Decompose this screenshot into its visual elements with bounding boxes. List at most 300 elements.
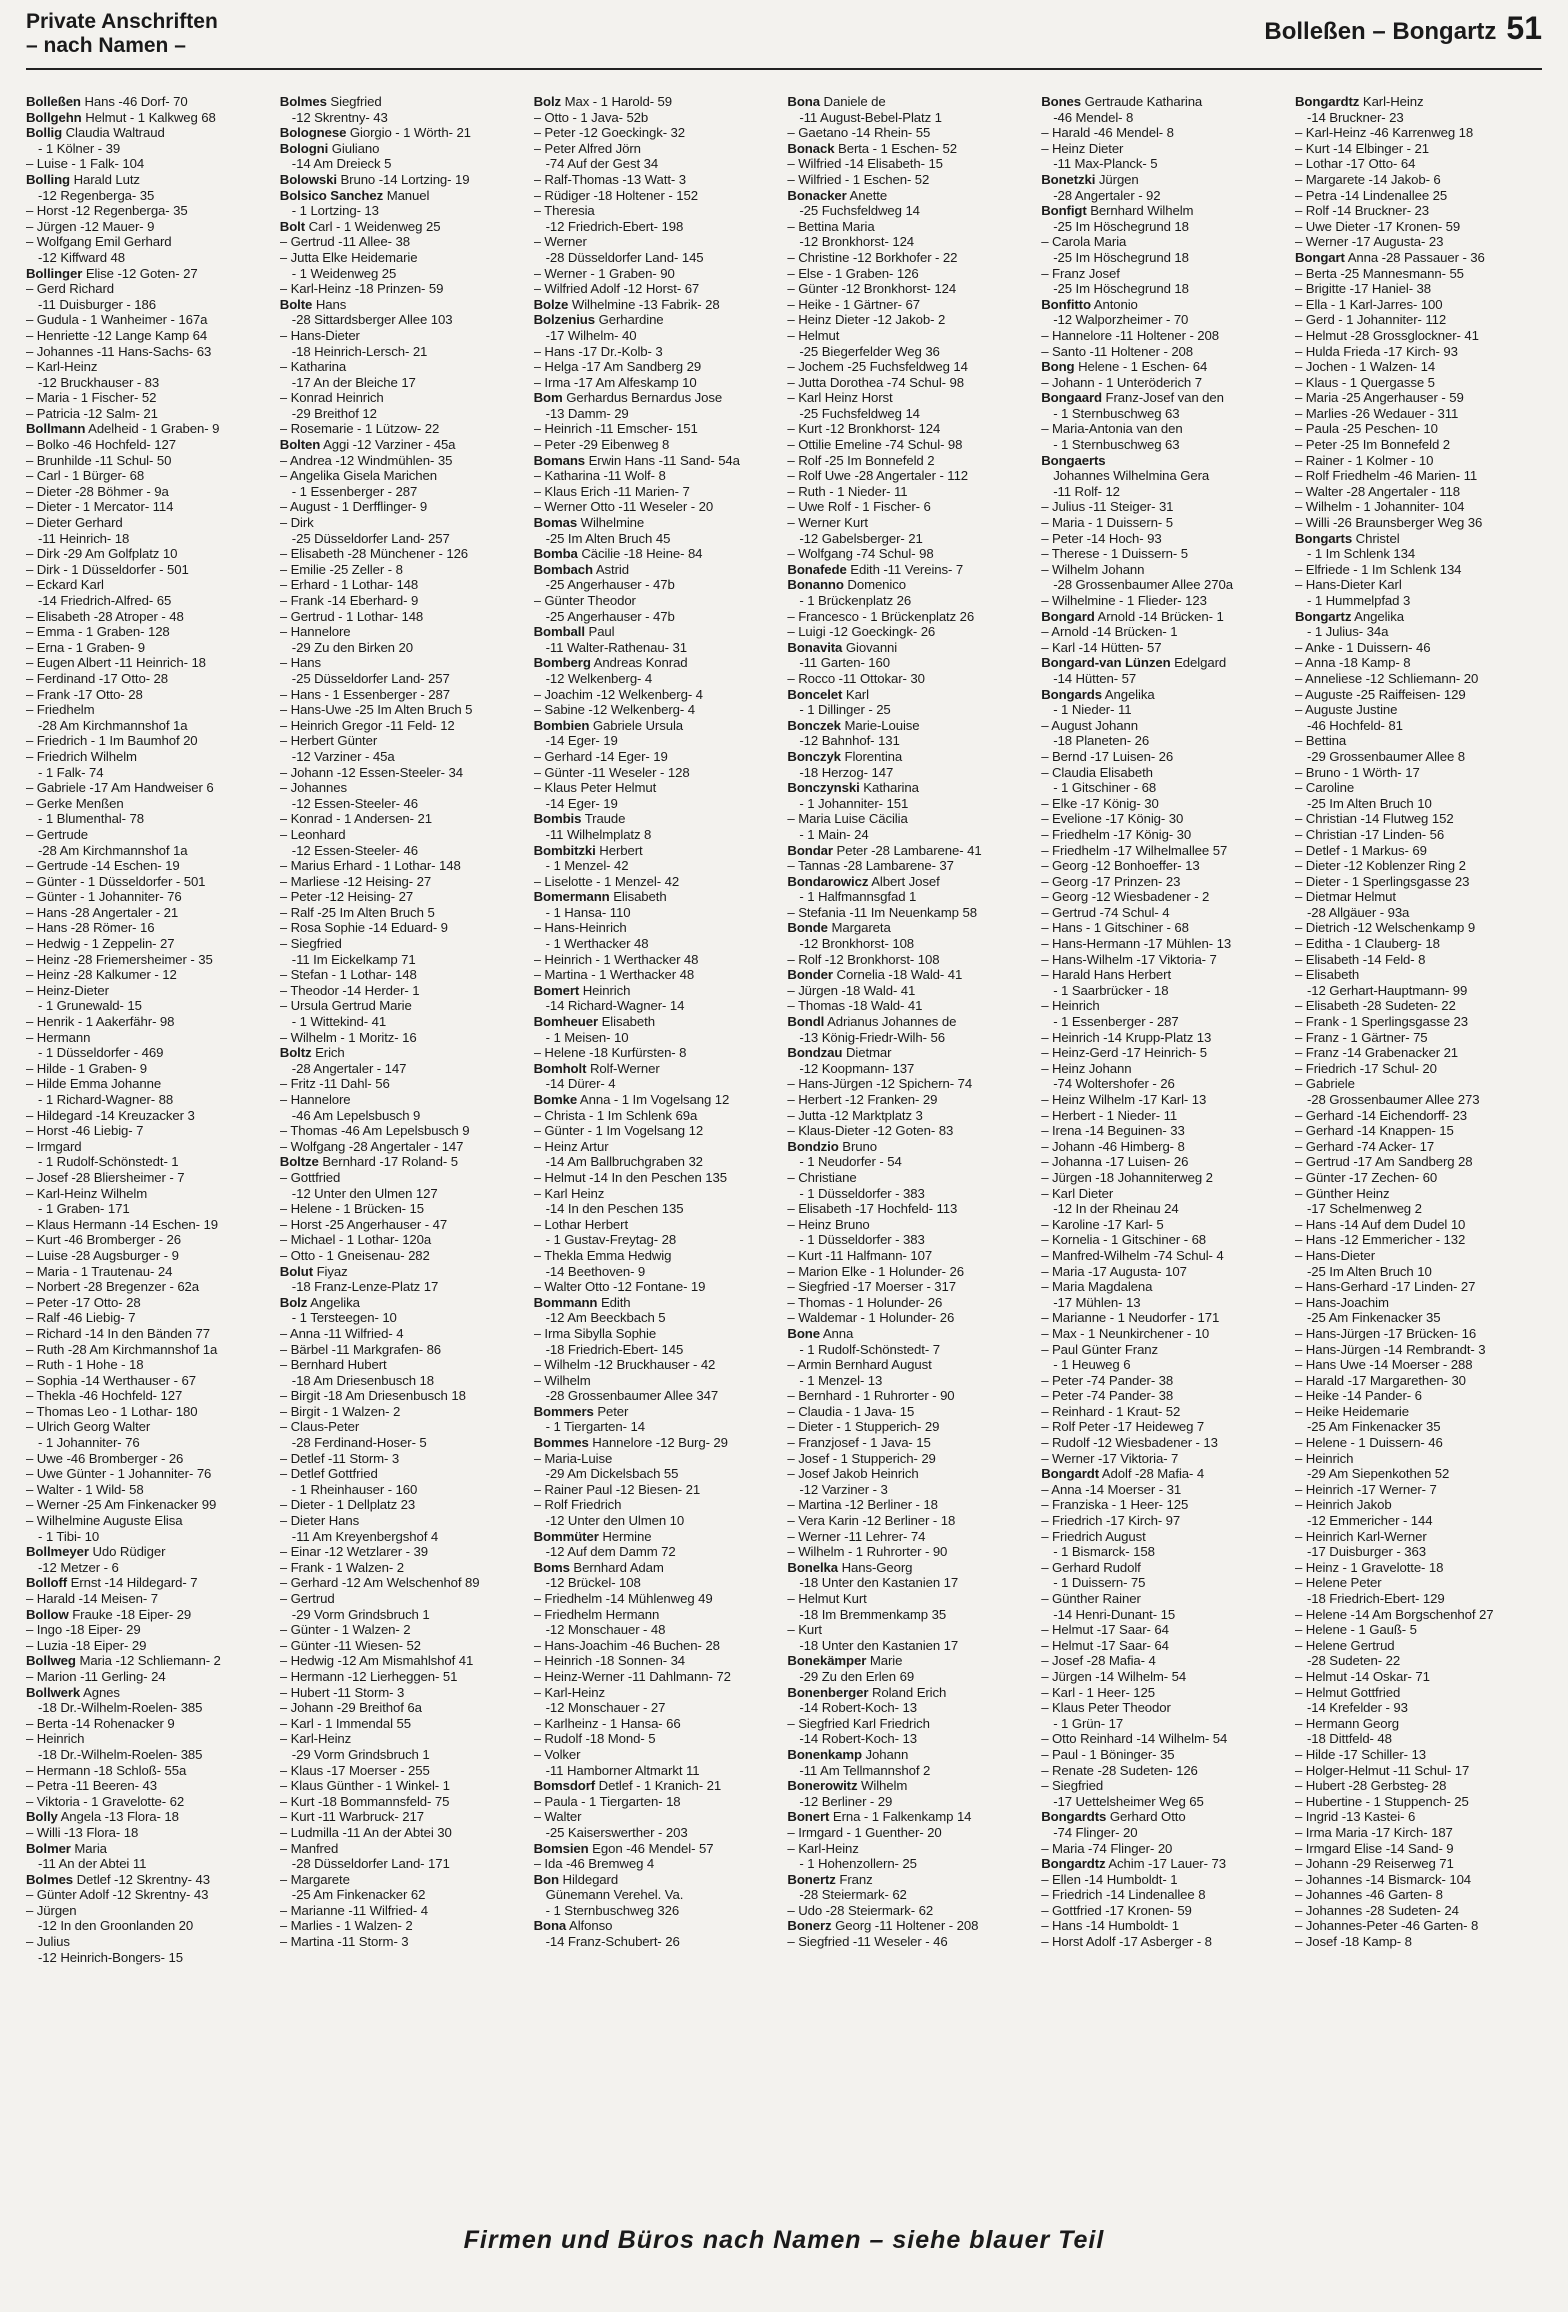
entry-text: -25 Am Finkenacker 35	[1306, 1419, 1441, 1435]
entry-text: -28 Allgäuer - 93a	[1306, 904, 1410, 920]
surname: Bomert	[533, 982, 580, 998]
directory-entry	[1295, 577, 1542, 593]
directory-entry	[26, 983, 273, 999]
surname: Bollow	[26, 1606, 69, 1622]
entry-text: – Josef - 1 Stupperich- 29	[787, 1450, 936, 1466]
entry-text: Adelheid - 1 Graben- 9	[88, 421, 220, 437]
directory-entry	[1041, 484, 1288, 500]
entry-text: Erwin Hans -11 Sand- 54a	[588, 452, 740, 468]
directory-entry	[1295, 1560, 1542, 1576]
entry-text: – Konrad - 1 Andersen- 21	[279, 811, 432, 827]
directory-entry	[1041, 390, 1288, 406]
directory-entry	[1041, 250, 1288, 266]
directory-entry	[534, 1232, 781, 1248]
directory-entry	[280, 905, 527, 921]
directory-entry	[787, 172, 1034, 188]
directory-entry	[26, 1934, 273, 1950]
directory-entry	[534, 344, 781, 360]
directory-entry	[1295, 749, 1542, 765]
directory-entry	[1295, 1154, 1542, 1170]
directory-entry	[26, 390, 273, 406]
surname: Bongardtz	[1294, 94, 1360, 109]
entry-text: -29 Zu den Birken 20	[291, 639, 413, 655]
directory-entry	[26, 1045, 273, 1061]
entry-text: – Erna - 1 Graben- 9	[26, 639, 145, 655]
directory-entry	[787, 1466, 1034, 1482]
entry-text: – Hans -28 Angertaler - 21	[26, 904, 179, 920]
directory-entry	[534, 843, 781, 859]
entry-text: – Gerhard -14 Knappen- 15	[1294, 1123, 1454, 1139]
directory-entry	[787, 1310, 1034, 1326]
directory-entry	[26, 1700, 273, 1716]
entry-text: – Walter - 1 Wild- 58	[26, 1481, 144, 1497]
directory-entry	[280, 765, 527, 781]
entry-text: – Siegfried	[1041, 1778, 1104, 1794]
directory-entry	[280, 375, 527, 391]
entry-text: -17 Uettelsheimer Weg 65	[1053, 1793, 1204, 1809]
directory-entry	[280, 780, 527, 796]
directory-entry	[280, 1076, 527, 1092]
entry-text: – Carola Maria	[1041, 234, 1127, 250]
entry-text: – Siegfried Karl Friedrich	[787, 1715, 930, 1731]
directory-entry	[1041, 437, 1288, 453]
entry-text: – Kurt -11 Halfmann- 107	[787, 1247, 933, 1263]
entry-text: – Martina -12 Berliner - 18	[787, 1497, 938, 1513]
directory-entry	[787, 593, 1034, 609]
directory-entry	[26, 1887, 273, 1903]
entry-text: – Dirk	[279, 515, 314, 531]
entry-text: – Klaus Günther - 1 Winkel- 1	[279, 1778, 450, 1794]
directory-entry	[1041, 1154, 1288, 1170]
surname: Bolowski	[279, 171, 337, 187]
entry-text: -13 König-Friedr-Wilh- 56	[799, 1029, 945, 1045]
entry-text: - 1 Rudolf-Schönstedt- 1	[38, 1154, 179, 1170]
entry-text: – Thomas -18 Wald- 41	[787, 998, 923, 1014]
entry-text: – Berta -25 Mannesmann- 55	[1294, 265, 1464, 281]
entry-text: - 1 Düsseldorfer - 469	[38, 1045, 164, 1061]
entry-text: – Walter	[533, 1809, 582, 1825]
entry-text: – Irma -17 Am Alfeskamp 10	[533, 374, 697, 390]
entry-text: -11 Walter-Rathenau- 31	[545, 639, 687, 655]
entry-text: – Ludmilla -11 An der Abtei 30	[279, 1824, 452, 1840]
entry-text: – Hulda Frieda -17 Kirch- 93	[1294, 343, 1458, 359]
entry-text: Herbert	[599, 842, 643, 858]
surname: Bombach	[533, 561, 593, 577]
entry-text: – Liselotte - 1 Menzel- 42	[533, 873, 680, 889]
directory-entry	[534, 1030, 781, 1046]
directory-entry	[280, 1809, 527, 1825]
directory-entry	[534, 577, 781, 593]
directory-entry	[280, 1232, 527, 1248]
entry-text: – Luigi -12 Goeckingk- 26	[787, 624, 936, 640]
directory-entry	[26, 1014, 273, 1030]
directory-entry	[1041, 1232, 1288, 1248]
directory-entry	[534, 1638, 781, 1654]
directory-entry	[1041, 718, 1288, 734]
directory-entry	[1295, 1388, 1542, 1404]
entry-text: – Siegfried -17 Moerser - 317	[787, 1279, 957, 1295]
directory-entry	[534, 718, 781, 734]
directory-entry	[787, 952, 1034, 968]
entry-text: – Margarete -14 Jakob- 6	[1294, 171, 1441, 187]
directory-entry	[787, 406, 1034, 422]
directory-entry	[1041, 359, 1288, 375]
entry-text: Arnold -14 Brücken- 1	[1097, 608, 1224, 624]
directory-entry	[534, 1529, 781, 1545]
directory-entry	[787, 1825, 1034, 1841]
entry-text: – Peter -74 Pander- 38	[1041, 1372, 1174, 1388]
directory-entry	[1041, 967, 1288, 983]
entry-text: – Frank - 1 Sperlingsgasse 23	[1294, 1014, 1469, 1030]
directory-entry	[1295, 1326, 1542, 1342]
surname: Bondzio	[787, 1138, 839, 1154]
entry-text: – Detlef - 1 Markus- 69	[1294, 842, 1427, 858]
entry-text: Astrid	[595, 561, 629, 577]
directory-entry	[280, 562, 527, 578]
entry-text: – Peter -29 Eibenweg 8	[533, 437, 670, 453]
entry-text: Peter -28 Lambarene- 41	[836, 842, 982, 858]
entry-text: -14 Bruckner- 23	[1306, 109, 1404, 125]
directory-entry	[1041, 609, 1288, 625]
entry-text: – Heinrich	[1294, 1450, 1354, 1466]
directory-entry	[534, 998, 781, 1014]
entry-text: Giovanni	[845, 639, 898, 655]
directory-entry	[280, 1357, 527, 1373]
directory-entry	[787, 1045, 1034, 1061]
entry-text: – Franzjosef - 1 Java- 15	[787, 1435, 931, 1451]
directory-entry	[534, 1841, 781, 1857]
directory-entry	[1295, 546, 1542, 562]
entry-text: – Helmut	[787, 327, 840, 343]
directory-entry	[26, 421, 273, 437]
directory-entry	[534, 1045, 781, 1061]
directory-entry	[26, 1404, 273, 1420]
entry-text: – Heinrich Gregor -11 Feld- 12	[279, 717, 455, 733]
directory-entry	[1041, 905, 1288, 921]
entry-text: – Günter -12 Bronkhorst- 124	[787, 281, 957, 297]
entry-text: – Helmut -28 Grossglockner- 41	[1294, 327, 1479, 343]
directory-entry	[1041, 780, 1288, 796]
entry-text: – Gottfried	[279, 1169, 341, 1185]
entry-text: – Günter - 1 Düsseldorfer - 501	[26, 873, 206, 889]
directory-entry	[787, 874, 1034, 890]
directory-entry	[280, 234, 527, 250]
entry-text: Achim -17 Lauer- 73	[1108, 1856, 1226, 1872]
entry-text: – Einar -12 Wetzlarer - 39	[279, 1544, 428, 1560]
surname: Bolz	[279, 1294, 308, 1310]
entry-text: – Bruno - 1 Wörth- 17	[1294, 764, 1420, 780]
entry-text: – Ferdinand -17 Otto- 28	[26, 670, 169, 686]
directory-entry	[26, 952, 273, 968]
entry-text: -18 Friedrich-Ebert- 145	[545, 1341, 684, 1357]
entry-text: -11 Duisburger - 186	[38, 296, 156, 312]
entry-text: – Kurt -11 Warbruck- 217	[279, 1809, 424, 1825]
directory-entry	[280, 1513, 527, 1529]
surname: Bonder	[787, 967, 833, 983]
entry-text: – Wolfgang -74 Schul- 98	[787, 546, 934, 562]
entry-text: Udo Rüdiger	[92, 1544, 166, 1560]
entry-text: - 1 Tiergarten- 14	[545, 1419, 645, 1435]
entry-text: -12 Monschauer - 48	[545, 1622, 666, 1638]
surname: Bonert	[787, 1809, 830, 1825]
entry-text: - 1 Hohenzollern- 25	[799, 1856, 917, 1872]
entry-text: – Hannelore -11 Holtener - 208	[1041, 327, 1220, 343]
entry-text: Wilhelm	[861, 1778, 908, 1794]
entry-text: – Hilde Emma Johanne	[26, 1076, 162, 1092]
directory-entry	[534, 531, 781, 547]
entry-text: – Henrik - 1 Aakerfähr- 98	[26, 1014, 175, 1030]
directory-entry	[534, 1794, 781, 1810]
entry-text: – Heinrich -14 Krupp-Platz 13	[1041, 1029, 1212, 1045]
entry-text: -12 Koopmann- 137	[799, 1060, 915, 1076]
directory-entry	[280, 1700, 527, 1716]
directory-entry	[787, 936, 1034, 952]
entry-text: – Peter Alfred Jörn	[533, 140, 641, 156]
directory-entry	[787, 1529, 1034, 1545]
directory-entry	[1295, 796, 1542, 812]
directory-entry	[534, 624, 781, 640]
entry-text: - 1 Nieder- 11	[1053, 702, 1132, 718]
directory-entry	[787, 156, 1034, 172]
entry-text: -11 Am Kreyenbergshof 4	[291, 1528, 439, 1544]
surname: Bollweg	[26, 1653, 76, 1669]
directory-entry	[280, 577, 527, 593]
directory-entry	[26, 546, 273, 562]
directory-entry	[787, 1622, 1034, 1638]
directory-entry	[1295, 1435, 1542, 1451]
directory-entry	[787, 640, 1034, 656]
surname: Boncelet	[787, 686, 843, 702]
entry-text: – Wilhelm -12 Bruckhauser - 42	[533, 1357, 716, 1373]
directory-entry	[280, 203, 527, 219]
directory-entry	[26, 593, 273, 609]
directory-entry	[534, 172, 781, 188]
directory-entry	[534, 125, 781, 141]
directory-entry	[280, 94, 527, 110]
directory-entry	[1041, 1404, 1288, 1420]
directory-entry	[1295, 1170, 1542, 1186]
directory-entry	[280, 967, 527, 983]
entry-text: – Uwe Rolf - 1 Fischer- 6	[787, 499, 931, 515]
entry-text: – Berta -14 Rohenacker 9	[26, 1715, 175, 1731]
directory-entry	[534, 1497, 781, 1513]
entry-text: – Marlies - 1 Walzen- 2	[279, 1918, 413, 1934]
surname: Bongarts	[1294, 530, 1353, 546]
entry-text: Bernhard -17 Roland- 5	[322, 1154, 458, 1170]
entry-text: – Hermann -18 Schloß- 55a	[26, 1762, 187, 1778]
directory-entry	[787, 796, 1034, 812]
entry-text: Hans -46 Dorf- 70	[84, 94, 188, 109]
entry-text: – Wolfgang Emil Gerhard	[26, 234, 172, 250]
surname: Bonacker	[787, 187, 847, 203]
directory-entry	[1041, 1451, 1288, 1467]
entry-text: – Günter - 1 Walzen- 2	[279, 1622, 411, 1638]
entry-text: – Frank - 1 Walzen- 2	[279, 1559, 404, 1575]
directory-entry	[787, 1607, 1034, 1623]
directory-entry	[1041, 499, 1288, 515]
surname: Bolmer	[26, 1840, 71, 1856]
entry-text: – Georg -12 Bonhoeffer- 13	[1041, 858, 1200, 874]
directory-entry	[280, 1747, 527, 1763]
directory-entry	[787, 125, 1034, 141]
surname: Bomball	[533, 624, 585, 640]
directory-entry	[280, 1575, 527, 1591]
entry-text: -11 Heinrich- 18	[38, 530, 130, 546]
directory-entry	[280, 1529, 527, 1545]
entry-text: – Erhard - 1 Lothar- 148	[279, 577, 419, 593]
directory-entry	[26, 437, 273, 453]
directory-entry	[787, 1513, 1034, 1529]
entry-text: – Lothar Herbert	[533, 1216, 629, 1232]
entry-text: – Viktoria - 1 Gravelotte- 62	[26, 1793, 185, 1809]
entry-text: Paul	[588, 624, 615, 640]
entry-text: – Klaus - 1 Quergasse 5	[1294, 374, 1435, 390]
directory-entry	[1041, 1918, 1288, 1934]
entry-text: – Heike - 1 Gärtner- 67	[787, 296, 920, 312]
directory-entry	[1041, 1419, 1288, 1435]
directory-entry	[534, 1295, 781, 1311]
entry-text: Bruno -14 Lortzing- 19	[340, 171, 470, 187]
directory-entry	[280, 1544, 527, 1560]
directory-entry	[1295, 1139, 1542, 1155]
entry-text: – Claudia - 1 Java- 15	[787, 1403, 915, 1419]
directory-entry	[26, 1763, 273, 1779]
entry-text: – Henriette -12 Lange Kamp 64	[26, 327, 208, 343]
entry-text: – Jochen - 1 Walzen- 14	[1294, 359, 1436, 375]
entry-text: – Helene - 1 Brücken- 15	[279, 1201, 425, 1217]
directory-entry	[26, 687, 273, 703]
surname: Bonde	[787, 920, 828, 936]
entry-text: Hermine	[602, 1528, 652, 1544]
directory-entry	[26, 1809, 273, 1825]
entry-text: – Margarete	[279, 1871, 350, 1887]
entry-text: -29 Zu den Erlen 69	[799, 1668, 915, 1684]
directory-entry	[1041, 188, 1288, 204]
directory-entry	[26, 1778, 273, 1794]
entry-text: -25 Angerhauser - 47b	[545, 577, 675, 593]
entry-text: – Gerke Menßen	[26, 795, 124, 811]
entry-text: – Konrad Heinrich	[279, 390, 384, 406]
directory-entry	[1295, 234, 1542, 250]
entry-text: – Brigitte -17 Haniel- 38	[1294, 281, 1432, 297]
directory-entry	[1041, 281, 1288, 297]
directory-entry	[280, 1825, 527, 1841]
directory-entry	[280, 843, 527, 859]
directory-entry	[26, 1170, 273, 1186]
directory-entry	[1295, 1123, 1542, 1139]
directory-entry	[26, 1295, 273, 1311]
entry-text: -18 Unter den Kastanien 17	[799, 1575, 959, 1591]
entry-text: – Gabriele -17 Am Handweiser 6	[26, 780, 214, 796]
directory-entry	[534, 110, 781, 126]
directory-entry	[534, 1934, 781, 1950]
directory-entry	[26, 1825, 273, 1841]
entry-text: – Manfred-Wilhelm -74 Schul- 4	[1041, 1247, 1224, 1263]
surname: Bongaerts	[1041, 452, 1106, 468]
entry-text: – Friedrich - 1 Im Baumhof 20	[26, 733, 198, 749]
entry-text: – Jochem -25 Fuchsfeldweg 14	[787, 359, 968, 375]
entry-text: – Johannes-Peter -46 Garten- 8	[1294, 1918, 1479, 1934]
directory-entry	[1041, 655, 1288, 671]
directory-entry	[26, 577, 273, 593]
directory-entry	[787, 1404, 1034, 1420]
entry-text: - 1 Blumenthal- 78	[38, 811, 144, 827]
entry-text: – Karl - 1 Immendal 55	[279, 1715, 411, 1731]
directory-entry	[534, 1731, 781, 1747]
directory-entry	[534, 1903, 781, 1919]
page-range	[1264, 10, 1542, 50]
entry-text: – Hans-Wilhelm -17 Viktoria- 7	[1041, 951, 1217, 967]
directory-entry	[534, 1700, 781, 1716]
entry-text: – Hans - 1 Essenberger - 287	[279, 686, 450, 702]
surname: Bomke	[533, 1092, 578, 1107]
directory-entry	[1041, 1747, 1288, 1763]
directory-entry	[1041, 297, 1288, 313]
directory-entry	[26, 1310, 273, 1326]
directory-entry	[1041, 1841, 1288, 1857]
directory-entry	[280, 1653, 527, 1669]
directory-entry	[1295, 827, 1542, 843]
directory-entry	[26, 1918, 273, 1934]
directory-entry	[787, 1451, 1034, 1467]
entry-text: – Maria-Luise	[533, 1450, 613, 1466]
entry-text: – Christiane	[787, 1169, 857, 1185]
entry-text: – Helene -18 Kurfürsten- 8	[533, 1045, 687, 1061]
entry-text: – Rosemarie - 1 Lützow- 22	[279, 421, 440, 437]
entry-text: – Wilhelm - 1 Moritz- 16	[279, 1029, 417, 1045]
entry-text: - 1 Essenberger - 287	[291, 483, 418, 499]
directory-entry	[534, 920, 781, 936]
entry-text: – Helmut Kurt	[787, 1591, 867, 1606]
directory-entry	[280, 312, 527, 328]
entry-text: Angelika	[310, 1294, 360, 1310]
directory-entry	[280, 1014, 527, 1030]
directory-entry	[26, 1357, 273, 1373]
entry-text: – Heinz Bruno	[787, 1216, 870, 1232]
directory-entry	[1295, 531, 1542, 547]
entry-text: – Dirk -29 Am Golfplatz 10	[26, 546, 178, 562]
entry-text: - 1 Bismarck- 158	[1053, 1544, 1155, 1560]
directory-entry	[787, 671, 1034, 687]
directory-entry	[280, 1217, 527, 1233]
directory-entry	[280, 1045, 527, 1061]
directory-entry	[534, 1076, 781, 1092]
surname: Bommann	[533, 1294, 598, 1310]
directory-entry	[26, 827, 273, 843]
entry-text: -17 Duisburger - 363	[1306, 1544, 1426, 1560]
entry-text: – Peter -14 Hoch- 93	[1041, 530, 1162, 546]
entry-text: – Hans -17 Dr.-Kolb- 3	[533, 343, 663, 359]
directory-entry	[26, 624, 273, 640]
directory-entry	[26, 1123, 273, 1139]
directory-entry	[280, 687, 527, 703]
entry-text: Helene - 1 Eschen- 64	[1078, 359, 1208, 375]
directory-entry	[1041, 889, 1288, 905]
directory-entry	[534, 1139, 781, 1155]
directory-entry	[1041, 1934, 1288, 1950]
directory-entry	[280, 811, 527, 827]
surname: Bongardts	[1041, 1809, 1107, 1825]
directory-entry	[534, 468, 781, 484]
directory-entry	[26, 344, 273, 360]
entry-text: – Werner -11 Lehrer- 74	[787, 1528, 926, 1544]
entry-text: - 1 Tibi- 10	[38, 1528, 100, 1544]
directory-entry	[280, 1186, 527, 1202]
directory-entry	[26, 1186, 273, 1202]
directory-entry	[280, 188, 527, 204]
directory-entry	[787, 468, 1034, 484]
directory-entry	[534, 874, 781, 890]
